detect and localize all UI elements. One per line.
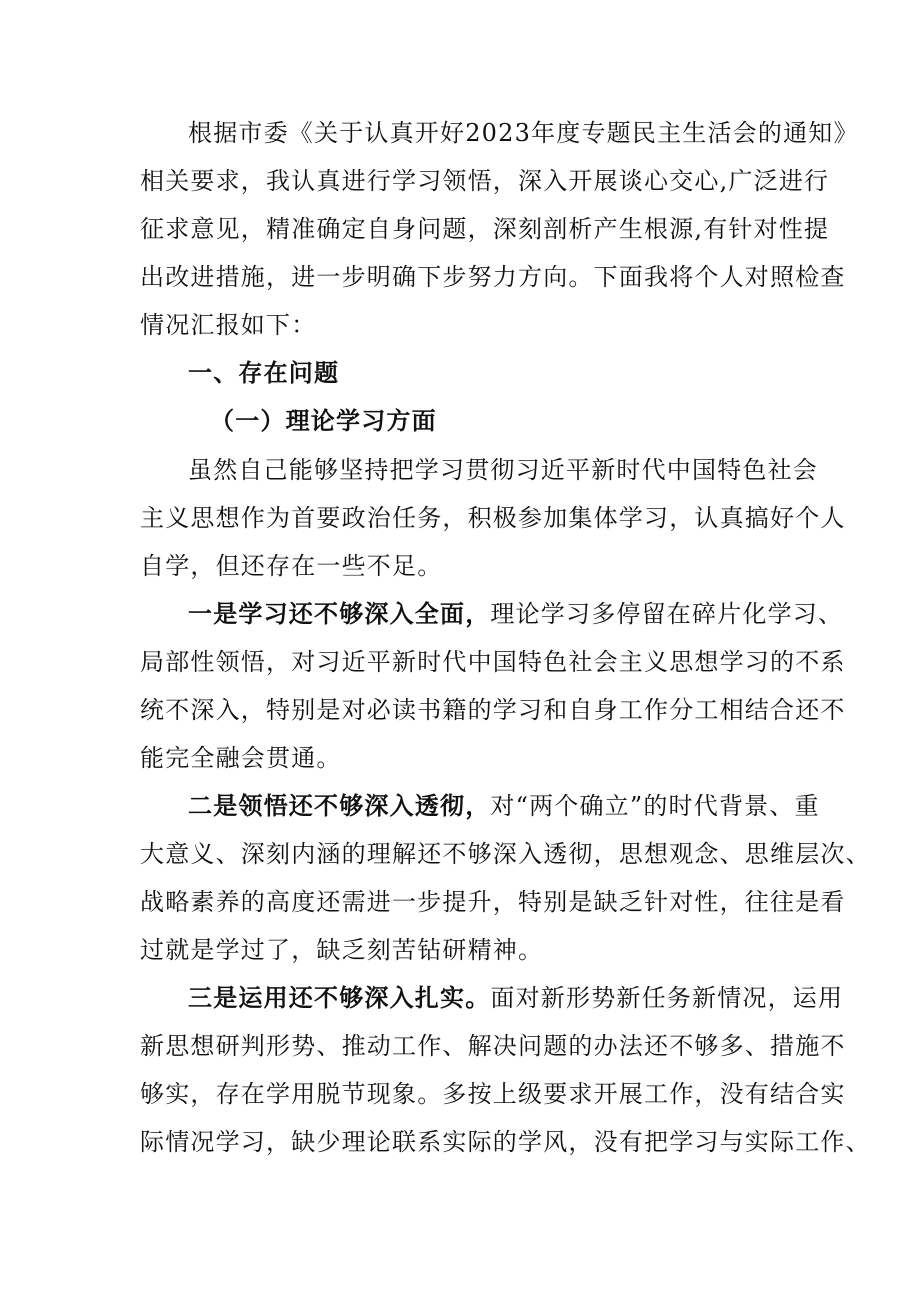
para2-line-4: 能完全融会贯通。	[140, 744, 342, 772]
para2-line-3: 统不深入，特别是对必读书籍的学习和自身工作分工相结合还不	[140, 696, 846, 724]
para1-line-2: 主义思想作为首要政治任务，积极参加集体学习，认真搞好个人	[140, 504, 846, 532]
para1-line-1: 虽然自己能够坚持把学习贯彻习近平新时代中国特色社会	[188, 456, 818, 484]
para4-line-1	[188, 983, 843, 1013]
para2-line-1	[188, 599, 843, 629]
para3-line-3: 战略素养的高度还需进一步提升，特别是缺乏针对性，往往是看	[140, 888, 846, 916]
para2-line-2: 局部性领悟，对习近平新时代中国特色社会主义思想学习的不系	[140, 648, 846, 676]
intro-line-2: 相关要求，我认真进行学习领悟，深入开展谈心交心,广泛进行	[140, 167, 830, 195]
para1-line-3: 自学，但还存在一些不足。	[140, 552, 443, 580]
para4-first-rest: 面对新形势新任务新情况，运用	[490, 984, 844, 1012]
para3-bold-lead: 二是领悟还不够深入透彻，	[188, 791, 491, 820]
intro-line-3: 征求意见，精准确定自身问题，深刻剖析产生根源,有针对性提	[140, 215, 830, 243]
para3-line-1	[188, 791, 820, 821]
intro-line-5: 情况汇报如下：	[140, 311, 317, 339]
subsection-heading: （一）理论学习方面	[210, 406, 437, 435]
section-heading: 一、存在问题	[188, 358, 340, 387]
para3-first-rest: 对“两个确立”的时代背景、重	[490, 792, 820, 820]
para2-first-rest: 理论学习多停留在碎片化学习、	[490, 600, 844, 628]
intro-line-4: 出改进措施，进一步明确下步努力方向。下面我将个人对照检查	[140, 263, 846, 291]
intro-line-1: 根据市委《关于认真开好2023年度专题民主生活会的通知》	[188, 119, 859, 147]
para4-line-3: 够实，存在学用脱节现象。多按上级要求开展工作，没有结合实	[140, 1080, 846, 1108]
para4-bold-lead: 三是运用还不够深入扎实。	[188, 983, 491, 1012]
para4-line-4: 际情况学习，缺少理论联系实际的学风，没有把学习与实际工作、	[140, 1128, 871, 1156]
para3-line-4: 过就是学过了，缺乏刻苦钻研精神。	[140, 936, 544, 964]
para3-line-2: 大意义、深刻内涵的理解还不够深入透彻，思想观念、思维层次、	[140, 840, 871, 868]
para4-line-2: 新思想研判形势、推动工作、解决问题的办法还不够多、措施不	[140, 1032, 846, 1060]
para2-bold-lead: 一是学习还不够深入全面，	[188, 599, 491, 628]
